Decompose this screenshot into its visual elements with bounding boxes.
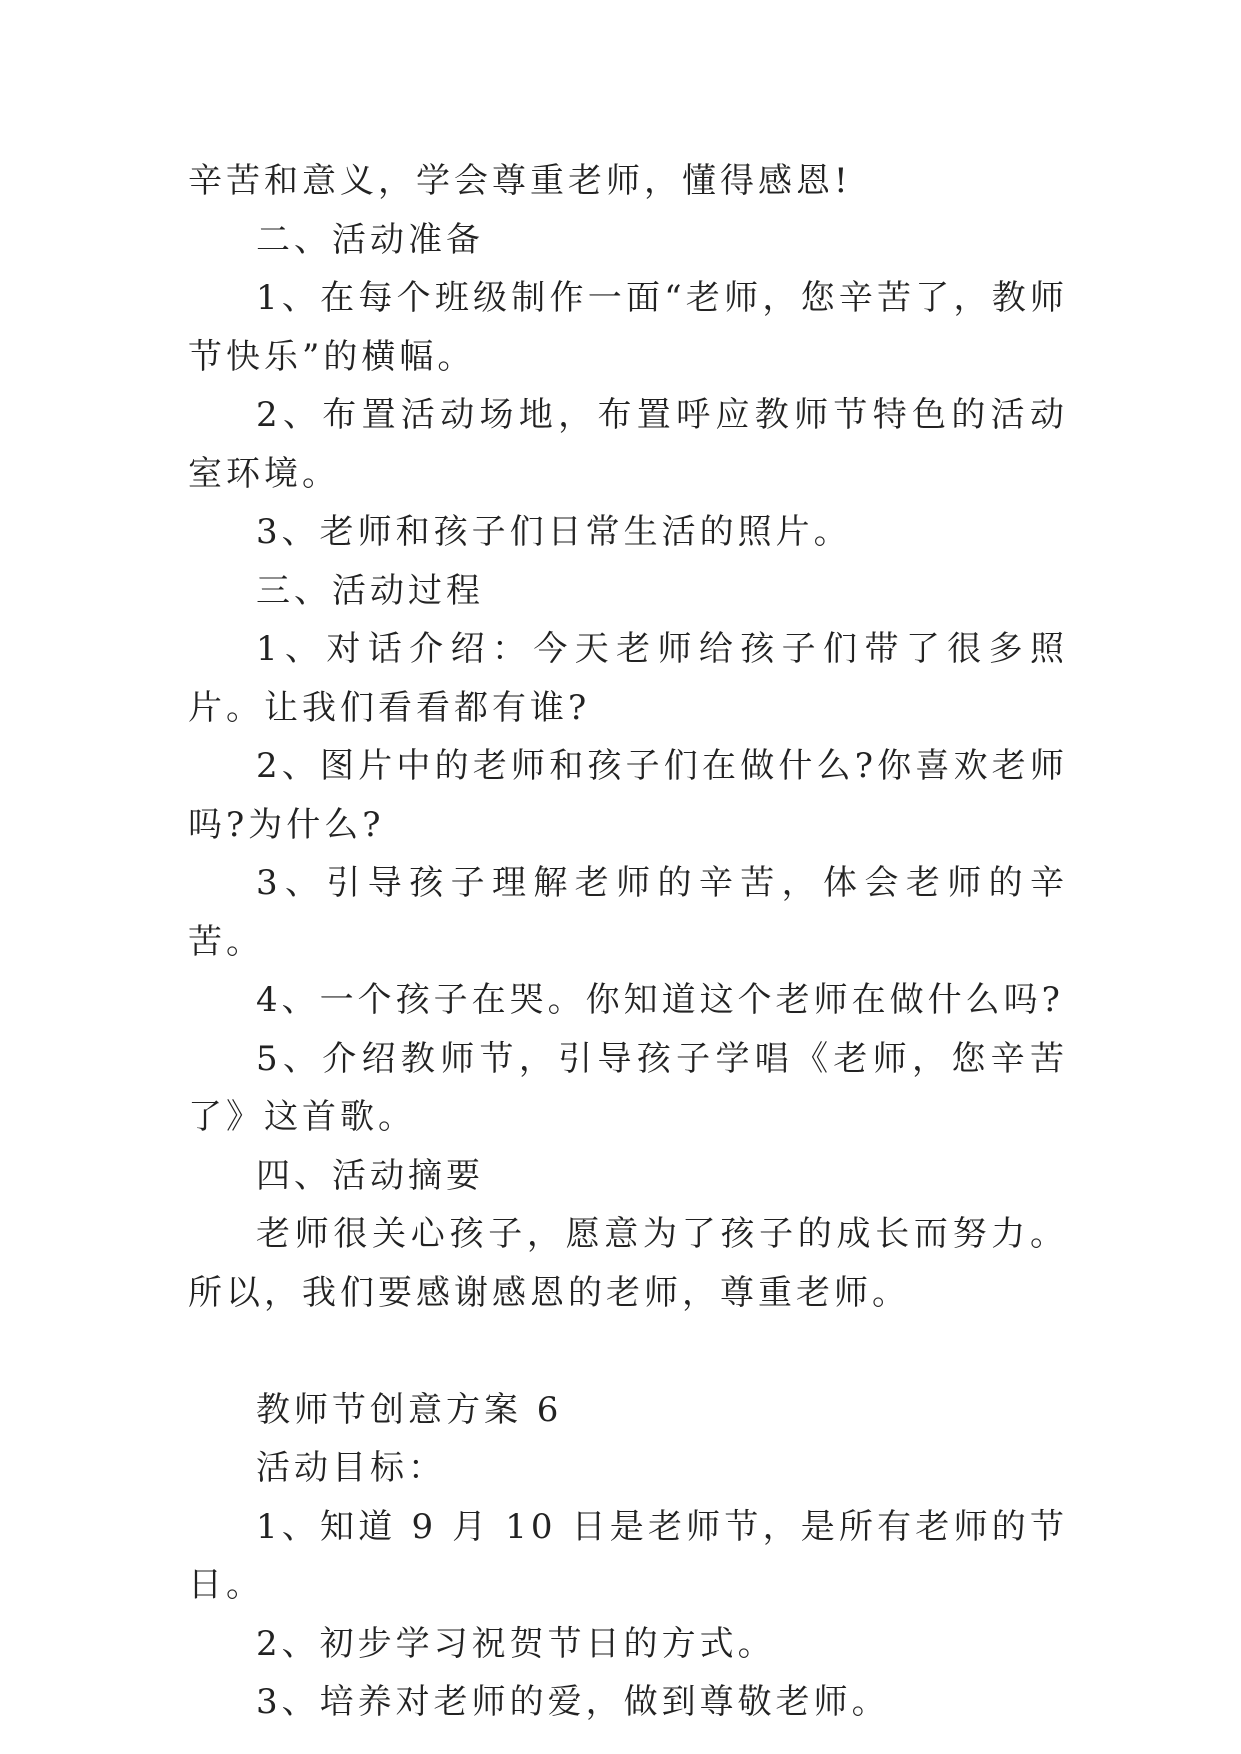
goal-item-2: 2、初步学习祝贺节日的方式。	[256, 1623, 776, 1664]
section-heading-preparation: 二、活动准备	[256, 219, 484, 260]
summary-paragraph: 老师很关心孩子，愿意为了孩子的成长而努力。所以，我们要感谢感恩的老师，尊重老师。	[188, 1214, 1068, 1313]
prep-item-1: 1、在每个班级制作一面“老师，您辛苦了，教师节快乐”的横幅。	[188, 278, 1068, 377]
paragraph-continuation: 辛苦和意义，学会尊重老师，懂得感恩!	[188, 161, 852, 201]
section-heading-summary: 四、活动摘要	[256, 1155, 484, 1196]
paragraph-gap	[188, 1322, 1068, 1381]
section-heading-process: 三、活动过程	[256, 570, 484, 611]
process-item-3: 3、引导孩子理解老师的辛苦，体会老师的辛苦。	[188, 863, 1068, 962]
prep-item-2: 2、布置活动场地，布置呼应教师节特色的活动室环境。	[188, 395, 1068, 494]
plan-title: 教师节创意方案 6	[256, 1389, 563, 1430]
prep-item-3: 3、老师和孩子们日常生活的照片。	[256, 512, 852, 552]
process-item-4: 4、一个孩子在哭。你知道这个老师在做什么吗?	[256, 980, 1064, 1020]
goal-item-1: 1、知道 9 月 10 日是老师节，是所有老师的节日。	[188, 1506, 1068, 1605]
process-item-5: 5、介绍教师节，引导孩子学唱《老师，您辛苦了》这首歌。	[188, 1038, 1068, 1137]
goals-heading: 活动目标：	[256, 1448, 446, 1488]
goal-item-3: 3、培养对老师的爱，做到尊敬老师。	[256, 1682, 890, 1722]
process-item-2: 2、图片中的老师和孩子们在做什么?你喜欢老师吗?为什么?	[188, 746, 1068, 845]
process-item-1: 1、对话介绍：今天老师给孩子们带了很多照片。让我们看看都有谁?	[188, 629, 1068, 728]
document-body	[188, 152, 1068, 1732]
